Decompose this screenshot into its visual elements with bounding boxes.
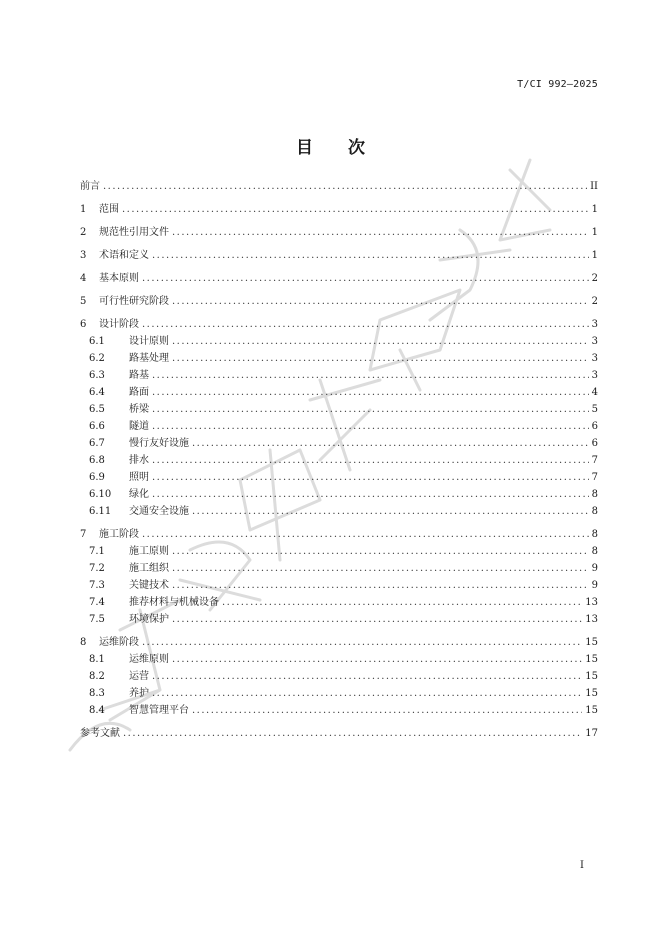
toc-entry-page: 2 [591, 296, 598, 307]
toc-entry-page: 9 [591, 563, 598, 574]
toc-leader-dots [152, 455, 589, 466]
toc-entry-label: 可行性研究阶段 [99, 296, 169, 307]
toc-leader-dots [172, 227, 589, 238]
toc-entry-number: 6.1 [89, 336, 105, 347]
toc-entry-page: 3 [591, 319, 598, 330]
toc-entry-label: 隧道 [129, 421, 149, 432]
toc-entry-number: 7 [80, 529, 87, 540]
toc-entry-label: 养护 [129, 688, 149, 699]
toc-entry-number: 7.3 [89, 580, 105, 591]
toc-leader-dots [152, 688, 582, 699]
toc-entry-number: 2 [80, 227, 87, 238]
toc-entry-page: 8 [591, 506, 598, 517]
toc-entry[interactable] [80, 387, 598, 398]
toc-entry-number: 8.1 [89, 654, 105, 665]
toc-entry-label: 慢行友好设施 [129, 438, 189, 449]
toc-leader-dots [152, 421, 589, 432]
toc-entry-label: 设计阶段 [99, 319, 139, 330]
toc-leader-dots [172, 654, 582, 665]
toc-entry[interactable] [80, 336, 598, 347]
toc-entry[interactable] [80, 654, 598, 665]
toc-entry-page: 7 [591, 455, 598, 466]
toc-entry-number: 8 [80, 637, 87, 648]
toc-entry-number: 6.9 [89, 472, 105, 483]
toc-entry-page: 15 [585, 671, 598, 682]
toc-entry-number: 3 [80, 250, 87, 261]
toc-title [0, 133, 662, 158]
toc-entry-number: 6.10 [89, 489, 112, 500]
toc-leader-dots [172, 546, 589, 557]
toc-entry-label: 关键技术 [129, 580, 169, 591]
toc-leader-dots [142, 529, 589, 540]
document-code: T/CI 992—2025 [517, 79, 598, 90]
toc-leader-dots [152, 250, 589, 261]
toc-leader-dots [142, 319, 589, 330]
toc-entry[interactable] [80, 421, 598, 432]
toc-entry-label: 智慧管理平台 [129, 705, 189, 716]
toc-entry-label: 基本原则 [99, 273, 139, 284]
toc-entry-number: 6.7 [89, 438, 105, 449]
page-number: I [580, 860, 584, 871]
toc-leader-dots [152, 387, 589, 398]
toc-leader-dots [172, 336, 589, 347]
toc-entry-number: 7.2 [89, 563, 105, 574]
toc-entry[interactable] [80, 614, 598, 625]
toc-entry[interactable] [80, 250, 598, 261]
toc-entry-label: 推荐材料与机械设备 [129, 597, 219, 608]
toc-title-part2: 次 [348, 138, 366, 158]
toc-entry-number: 6.4 [89, 387, 105, 398]
toc-entry-page: 2 [591, 273, 598, 284]
toc-entry-number: 7.5 [89, 614, 105, 625]
toc-entry-label: 运维阶段 [99, 637, 139, 648]
toc-entry[interactable] [80, 273, 598, 284]
toc-entry-page: 5 [591, 404, 598, 415]
toc-entry-number: 6.11 [89, 506, 112, 517]
toc-entry-label: 运维原则 [129, 654, 169, 665]
toc-entry-page: 3 [591, 353, 598, 364]
toc-entry-number: 6.3 [89, 370, 105, 381]
toc-entry-page: 13 [585, 597, 598, 608]
table-of-contents [80, 181, 598, 739]
toc-entry-page: 4 [591, 387, 598, 398]
toc-entry-label: 路基 [129, 370, 149, 381]
toc-entry-label: 排水 [129, 455, 149, 466]
toc-entry-label: 路面 [129, 387, 149, 398]
toc-entry-page: 8 [591, 489, 598, 500]
toc-leader-dots [142, 637, 582, 648]
toc-entry-label: 范围 [99, 204, 119, 215]
toc-leader-dots [152, 472, 589, 483]
toc-entry-number: 8.3 [89, 688, 105, 699]
toc-leader-dots [172, 296, 589, 307]
toc-entry-number: 7.4 [89, 597, 105, 608]
toc-entry-page: 8 [591, 529, 598, 540]
toc-leader-dots [152, 671, 582, 682]
toc-entry-label: 设计原则 [129, 336, 169, 347]
toc-entry[interactable] [80, 546, 598, 557]
toc-leader-dots [142, 273, 589, 284]
toc-entry[interactable] [80, 728, 598, 739]
toc-entry-label: 施工原则 [129, 546, 169, 557]
toc-entry-number: 8.4 [89, 705, 105, 716]
toc-entry-page: 15 [585, 637, 598, 648]
toc-leader-dots [172, 614, 582, 625]
toc-entry[interactable] [80, 597, 598, 608]
toc-entry[interactable] [80, 370, 598, 381]
toc-entry-page: 1 [591, 227, 598, 238]
toc-entry[interactable] [80, 506, 598, 517]
toc-entry-number: 8.2 [89, 671, 105, 682]
toc-entry-label: 绿化 [129, 489, 149, 500]
toc-entry-number: 6.2 [89, 353, 105, 364]
toc-entry-label: 照明 [129, 472, 149, 483]
toc-entry-number: 1 [80, 204, 87, 215]
toc-entry-label: 规范性引用文件 [99, 227, 169, 238]
toc-leader-dots [152, 489, 589, 500]
toc-entry[interactable] [80, 227, 598, 238]
toc-entry[interactable] [80, 319, 598, 330]
toc-entry-page: 8 [591, 546, 598, 557]
toc-entry[interactable] [80, 455, 598, 466]
toc-entry-page: 7 [591, 472, 598, 483]
toc-entry-page: 3 [591, 370, 598, 381]
toc-entry-page: 13 [585, 614, 598, 625]
toc-entry-number: 6.5 [89, 404, 105, 415]
toc-entry-page: 6 [591, 438, 598, 449]
toc-entry-number: 6.6 [89, 421, 105, 432]
toc-leader-dots [122, 204, 589, 215]
toc-leader-dots [172, 563, 589, 574]
toc-entry[interactable] [80, 438, 598, 449]
toc-entry-label: 施工组织 [129, 563, 169, 574]
toc-entry-page: 9 [591, 580, 598, 591]
toc-leader-dots [172, 580, 589, 591]
toc-entry[interactable] [80, 705, 598, 716]
toc-entry[interactable] [80, 637, 598, 648]
toc-entry[interactable] [80, 489, 598, 500]
toc-entry-label: 桥梁 [129, 404, 149, 415]
toc-entry-label: 运营 [129, 671, 149, 682]
toc-entry[interactable] [80, 204, 598, 215]
toc-leader-dots [103, 181, 587, 192]
toc-entry-number: 5 [80, 296, 87, 307]
toc-entry-label: 施工阶段 [99, 529, 139, 540]
toc-entry-label: 路基处理 [129, 353, 169, 364]
toc-leader-dots [222, 597, 582, 608]
toc-entry-label: 前言 [80, 181, 100, 192]
toc-entry[interactable] [80, 404, 598, 415]
toc-leader-dots [172, 353, 589, 364]
toc-title-part1: 目 [296, 138, 314, 158]
toc-entry-label: 参考文献 [80, 728, 120, 739]
toc-entry-number: 6 [80, 319, 87, 330]
toc-entry[interactable] [80, 296, 598, 307]
toc-entry-number: 6.8 [89, 455, 105, 466]
toc-leader-dots [152, 370, 589, 381]
toc-entry[interactable] [80, 580, 598, 591]
toc-entry[interactable] [80, 181, 598, 192]
toc-entry-page: II [590, 181, 598, 192]
toc-entry-label: 环境保护 [129, 614, 169, 625]
toc-entry-label: 交通安全设施 [129, 506, 189, 517]
toc-entry-page: 15 [585, 654, 598, 665]
toc-entry[interactable] [80, 472, 598, 483]
toc-entry-number: 4 [80, 273, 87, 284]
toc-entry[interactable] [80, 529, 598, 540]
toc-entry-page: 17 [585, 728, 598, 739]
toc-entry-page: 6 [591, 421, 598, 432]
toc-entry-page: 15 [585, 688, 598, 699]
toc-entry-page: 15 [585, 705, 598, 716]
toc-leader-dots [152, 404, 589, 415]
toc-entry-number: 7.1 [89, 546, 105, 557]
toc-entry-page: 1 [591, 204, 598, 215]
toc-entry[interactable] [80, 671, 598, 682]
toc-leader-dots [123, 728, 582, 739]
toc-entry-label: 术语和定义 [99, 250, 149, 261]
toc-entry-page: 3 [591, 336, 598, 347]
toc-entry[interactable] [80, 353, 598, 364]
toc-leader-dots [192, 438, 589, 449]
toc-entry[interactable] [80, 563, 598, 574]
toc-entry[interactable] [80, 688, 598, 699]
toc-entry-page: 1 [591, 250, 598, 261]
toc-leader-dots [192, 506, 589, 517]
toc-leader-dots [192, 705, 582, 716]
